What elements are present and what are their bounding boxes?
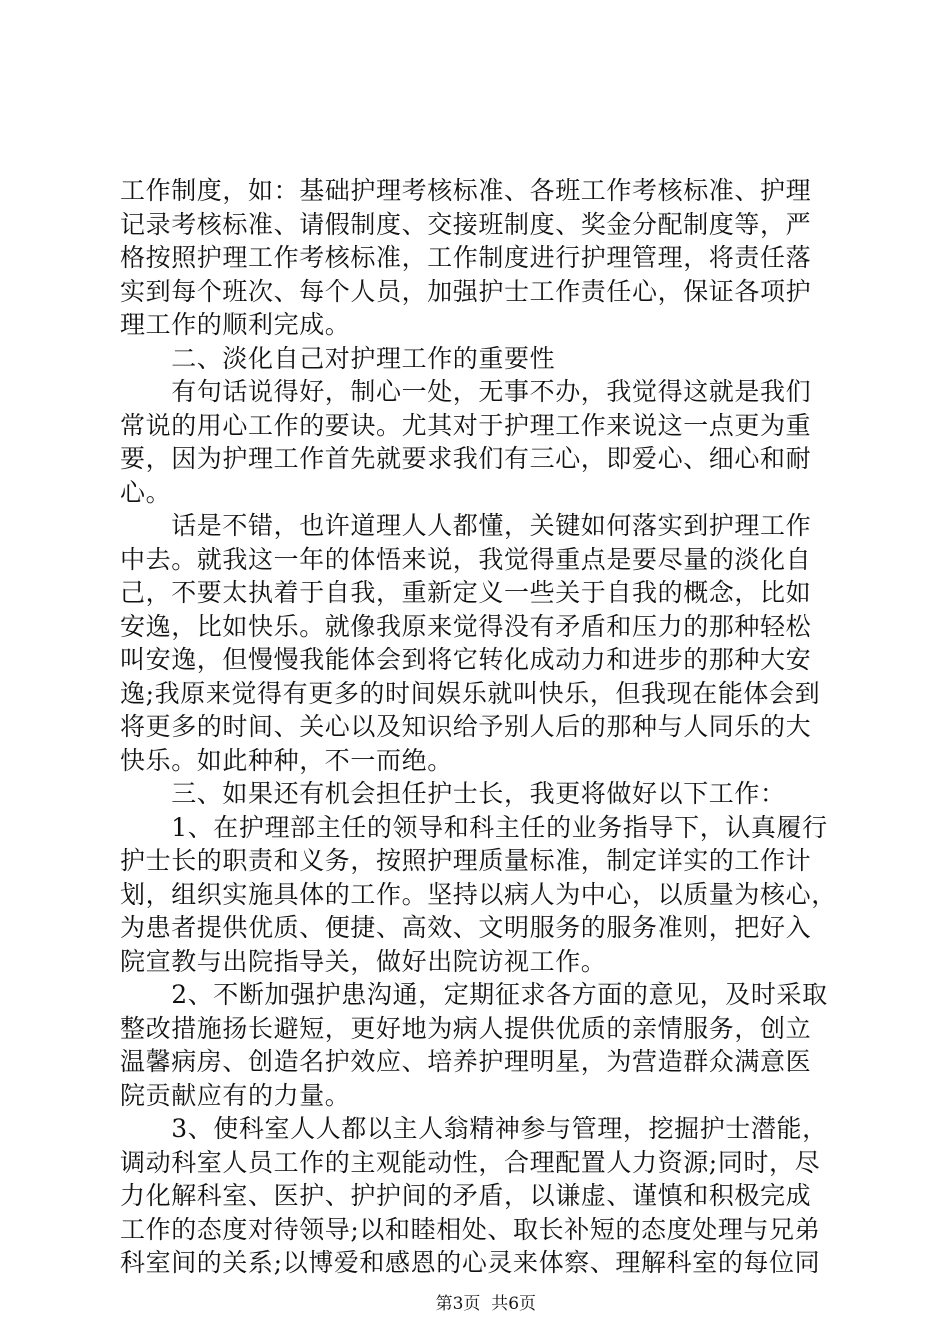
text-line: 实到每个班次、每个人员，加强护士工作责任心，保证各项护 <box>120 276 812 306</box>
text-line: 工作制度，如：基础护理考核标准、各班工作考核标准、护理 <box>120 176 812 205</box>
text-line: 要，因为护理工作首先就要求我们有三心，即爱心、细心和耐 <box>120 444 812 473</box>
text-line: 理工作的顺利完成。 <box>120 310 351 339</box>
text-line: 力化解科室、医护、护护间的矛盾，以谦虚、谨慎和积极完成 <box>120 1181 812 1210</box>
text-line: 记录考核标准、请假制度、交接班制度、奖金分配制度等，严 <box>120 209 812 239</box>
text-line: 常说的用心工作的要诀。尤其对于护理工作来说这一点更为重 <box>120 410 812 440</box>
page-footer <box>0 1271 950 1337</box>
text-line: 科室间的关系;以博爱和感恩的心灵来体察、理解科室的每位同 <box>120 1248 821 1277</box>
text-line: 院贡献应有的力量。 <box>120 1080 351 1110</box>
text-line: 3、使科室人人都以主人翁精神参与管理，挖掘护士潜能， <box>120 1114 828 1143</box>
text-line: 护士长的职责和义务，按照护理质量标准，制定详实的工作计 <box>120 846 812 875</box>
text-line: 己，不要太执着于自我，重新定义一些关于自我的概念，比如 <box>120 578 812 607</box>
section-heading: 三、如果还有机会担任护士长，我更将做好以下工作： <box>120 779 786 808</box>
text-line: 院宣教与出院指导关，做好出院访视工作。 <box>120 946 607 976</box>
text-line: 有句话说得好，制心一处，无事不办，我觉得这就是我们 <box>120 377 812 406</box>
text-line: 格按照护理工作考核标准，工作制度进行护理管理，将责任落 <box>120 243 812 272</box>
body-text <box>120 174 840 1280</box>
text-line: 中去。就我这一年的体悟来说，我觉得重点是要尽量的淡化自 <box>120 544 812 574</box>
text-line: 将更多的时间、关心以及知识给予别人后的那种与人同乐的大 <box>120 712 812 741</box>
text-line: 安逸，比如快乐。就像我原来觉得没有矛盾和压力的那种轻松 <box>120 611 812 641</box>
text-line: 话是不错，也许道理人人都懂，关键如何落实到护理工作 <box>120 511 812 540</box>
text-line: 温馨病房、创造名护效应、培养护理明星，为营造群众满意医 <box>120 1047 812 1076</box>
text-line: 划，组织实施具体的工作。坚持以病人为中心，以质量为核心， <box>120 879 837 909</box>
text-line: 为患者提供优质、便捷、高效、文明服务的服务准则，把好入 <box>120 913 812 942</box>
text-line: 整改措施扬长避短，更好地为病人提供优质的亲情服务，创立 <box>120 1013 812 1043</box>
section-heading: 二、淡化自己对护理工作的重要性 <box>120 343 556 373</box>
page-number: 第3页 共6页 <box>435 1294 537 1314</box>
text-line: 1、在护理部主任的领导和科主任的业务指导下，认真履行 <box>120 812 828 842</box>
text-line: 逸;我原来觉得有更多的时间娱乐就叫快乐，但我现在能体会到 <box>120 678 821 708</box>
text-line: 2、不断加强护患沟通，定期征求各方面的意见，及时采取 <box>120 980 828 1009</box>
text-line: 叫安逸，但慢慢我能体会到将它转化成动力和进步的那种大安 <box>120 645 812 674</box>
text-line: 调动科室人员工作的主观能动性，合理配置人力资源;同时，尽 <box>120 1147 821 1177</box>
text-line: 工作的态度对待领导;以和睦相处、取长补短的态度处理与兄弟 <box>120 1214 821 1244</box>
text-line: 心。 <box>120 477 172 507</box>
text-line: 快乐。如此种种，不一而绝。 <box>120 745 453 775</box>
